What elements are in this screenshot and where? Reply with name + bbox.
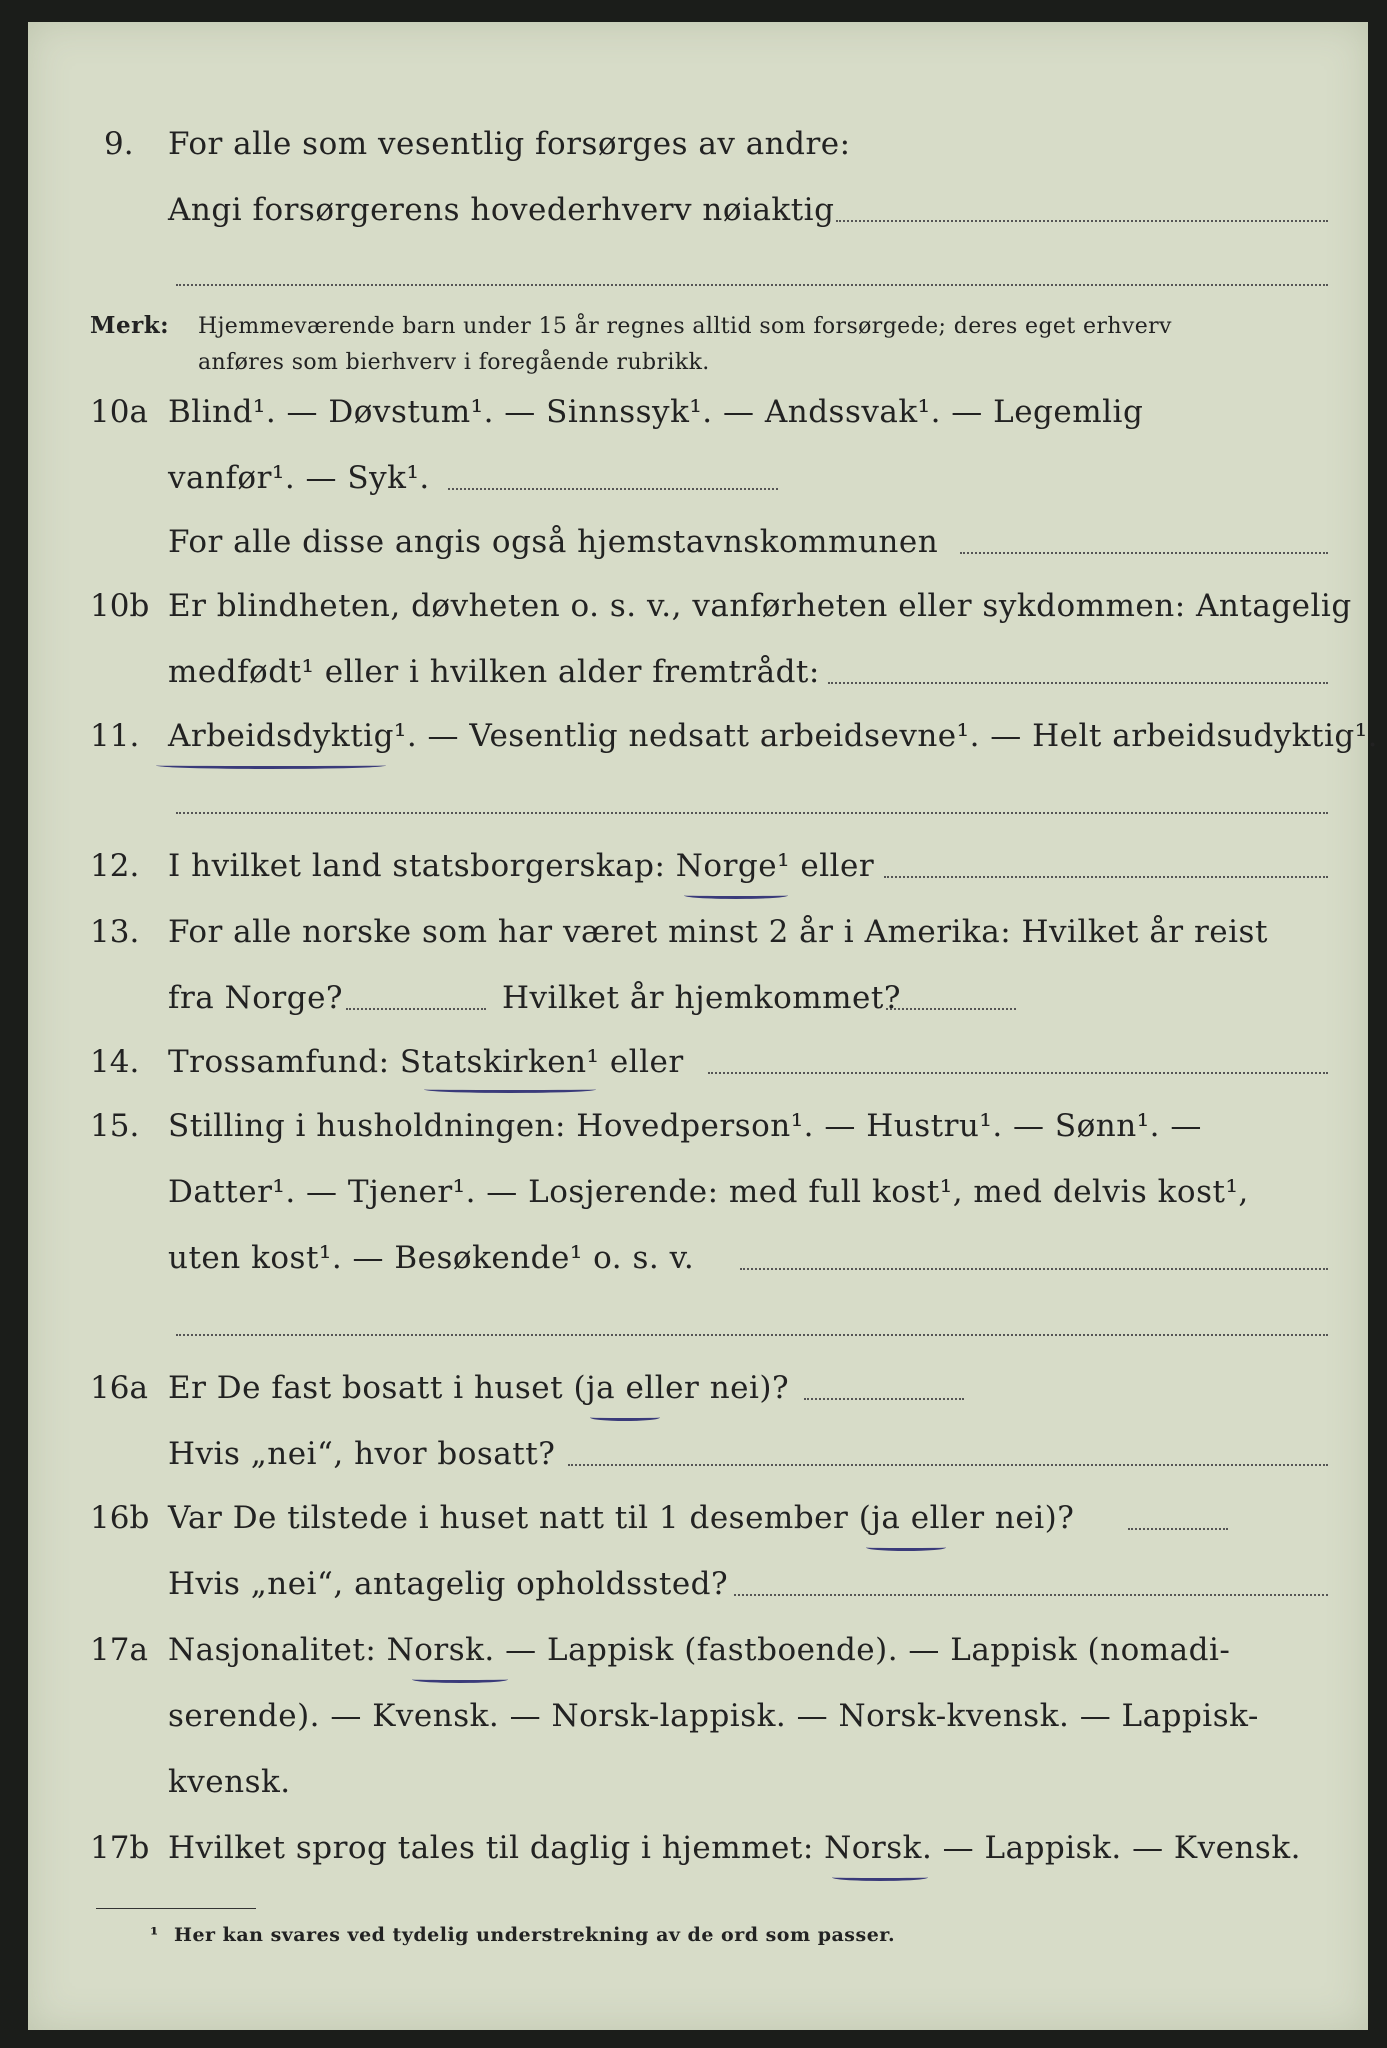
q12-pencil-underline [684,892,788,899]
q17a-line1: Nasjonalitet: Norsk. — Lappisk (fastboende). — Lappisk (nomadi- [168,1632,1231,1668]
q13-line2a: fra Norge? [168,980,344,1016]
q9-answer-line[interactable] [836,220,1328,222]
q14-line1: Trossamfund: Statskirken¹ eller [168,1044,684,1080]
q15-answer-line-2[interactable] [176,1334,1328,1336]
footnote-rule [96,1908,256,1909]
q10b-answer-line[interactable] [828,682,1328,684]
q14-pencil-underline [424,1086,596,1093]
q13-number: 13. [90,914,140,950]
q9-line2: Angi forsørgerens hovederhverv nøiaktig [168,192,835,228]
merk-label: Merk: [90,312,170,339]
q12-number: 12. [90,848,140,884]
q13-line2b: Hvilket år hjemkommet? [502,980,901,1016]
q10b-number: 10b [90,588,150,624]
q16b-line1: Var De tilstede i huset natt til 1 desember (ja eller nei)? [168,1500,1075,1536]
census-form-page [28,22,1379,2030]
q17b-pencil-underline [832,1874,928,1881]
q10a-line1: Blind¹. — Døvstum¹. — Sinnssyk¹. — Andssvak¹. — Legemlig [168,394,1144,430]
q14-answer-line[interactable] [708,1072,1328,1074]
q16b-line2: Hvis „nei“, antagelig opholdssted? [168,1566,729,1602]
q10a-line2: vanfør¹. — Syk¹. [168,460,430,496]
q16b-opholdssted-line[interactable] [734,1594,1328,1596]
q11-answer-line[interactable] [176,812,1328,814]
q16b-pencil-underline [866,1544,946,1551]
q16b-answer-line[interactable] [1128,1528,1228,1530]
q16a-line2: Hvis „nei“, hvor bosatt? [168,1436,556,1472]
q12-answer-line[interactable] [884,876,1328,878]
q9-answer-line-2[interactable] [176,284,1328,286]
q15-line1: Stilling i husholdningen: Hovedperson¹. — Hustru¹. — Sønn¹. — [168,1108,1202,1144]
q16b-number: 16b [90,1500,150,1536]
q12-line1: I hvilket land statsborgerskap: Norge¹ eller [168,848,875,884]
q11-pencil-underline [156,762,386,769]
q16a-number: 16a [90,1370,148,1406]
q10b-line2: medfødt¹ eller i hvilken alder fremtrådt: [168,654,820,690]
q13-line1: For alle norske som har været minst 2 år i Amerika: Hvilket år reist [168,914,1268,950]
q13-hjemkommet-line[interactable] [886,1008,1016,1010]
q9-line1: For alle som vesentlig forsørges av andre: [168,126,851,162]
q11-number: 11. [90,718,140,754]
q9-number: 9. [104,126,134,162]
q10a-number: 10a [90,394,148,430]
q17a-line3: kvensk. [168,1764,291,1800]
q17a-pencil-underline [412,1676,508,1683]
q17b-line1: Hvilket sprog tales til daglig i hjemmet: Norsk. — Lappisk. — Kvensk. [168,1830,1301,1866]
q10a-kommune-line[interactable] [960,552,1328,554]
q17b-number: 17b [90,1830,150,1866]
q15-line3: uten kost¹. — Besøkende¹ o. s. v. [168,1240,695,1276]
q15-line2: Datter¹. — Tjener¹. — Losjerende: med full kost¹, med delvis kost¹, [168,1174,1249,1210]
q16a-line1: Er De fast bosatt i huset (ja eller nei)? [168,1370,790,1406]
q16a-pencil-underline [590,1414,660,1421]
q13-reist-line[interactable] [346,1008,486,1010]
q15-number: 15. [90,1108,140,1144]
footnote-text: Her kan svares ved tydelig understrekning av de ord som passer. [174,1924,896,1946]
q11-line1: Arbeidsdyktig¹. — Vesentlig nedsatt arbeidsevne¹. — Helt arbeidsudyktig¹. [168,718,1379,754]
q17a-line2: serende). — Kvensk. — Norsk-lappisk. — Norsk-kvensk. — Lappisk- [168,1698,1259,1734]
merk-line2: anføres som bierhverv i foregående rubrikk. [198,350,710,375]
merk-line1: Hjemmeværende barn under 15 år regnes alltid som forsørgede; deres eget erhverv [198,314,1172,339]
q17a-number: 17a [90,1632,148,1668]
q10a-answer-line[interactable] [448,488,778,490]
q14-number: 14. [90,1044,140,1080]
footnote-mark: ¹ [150,1924,159,1946]
q10a-line3: For alle disse angis også hjemstavnskommunen [168,524,939,560]
q16a-answer-line[interactable] [804,1398,964,1400]
q10b-line1: Er blindheten, døvheten o. s. v., vanførheten eller sykdommen: Antagelig [168,588,1352,624]
q16a-bosatt-line[interactable] [568,1464,1328,1466]
q15-answer-line[interactable] [740,1268,1328,1270]
